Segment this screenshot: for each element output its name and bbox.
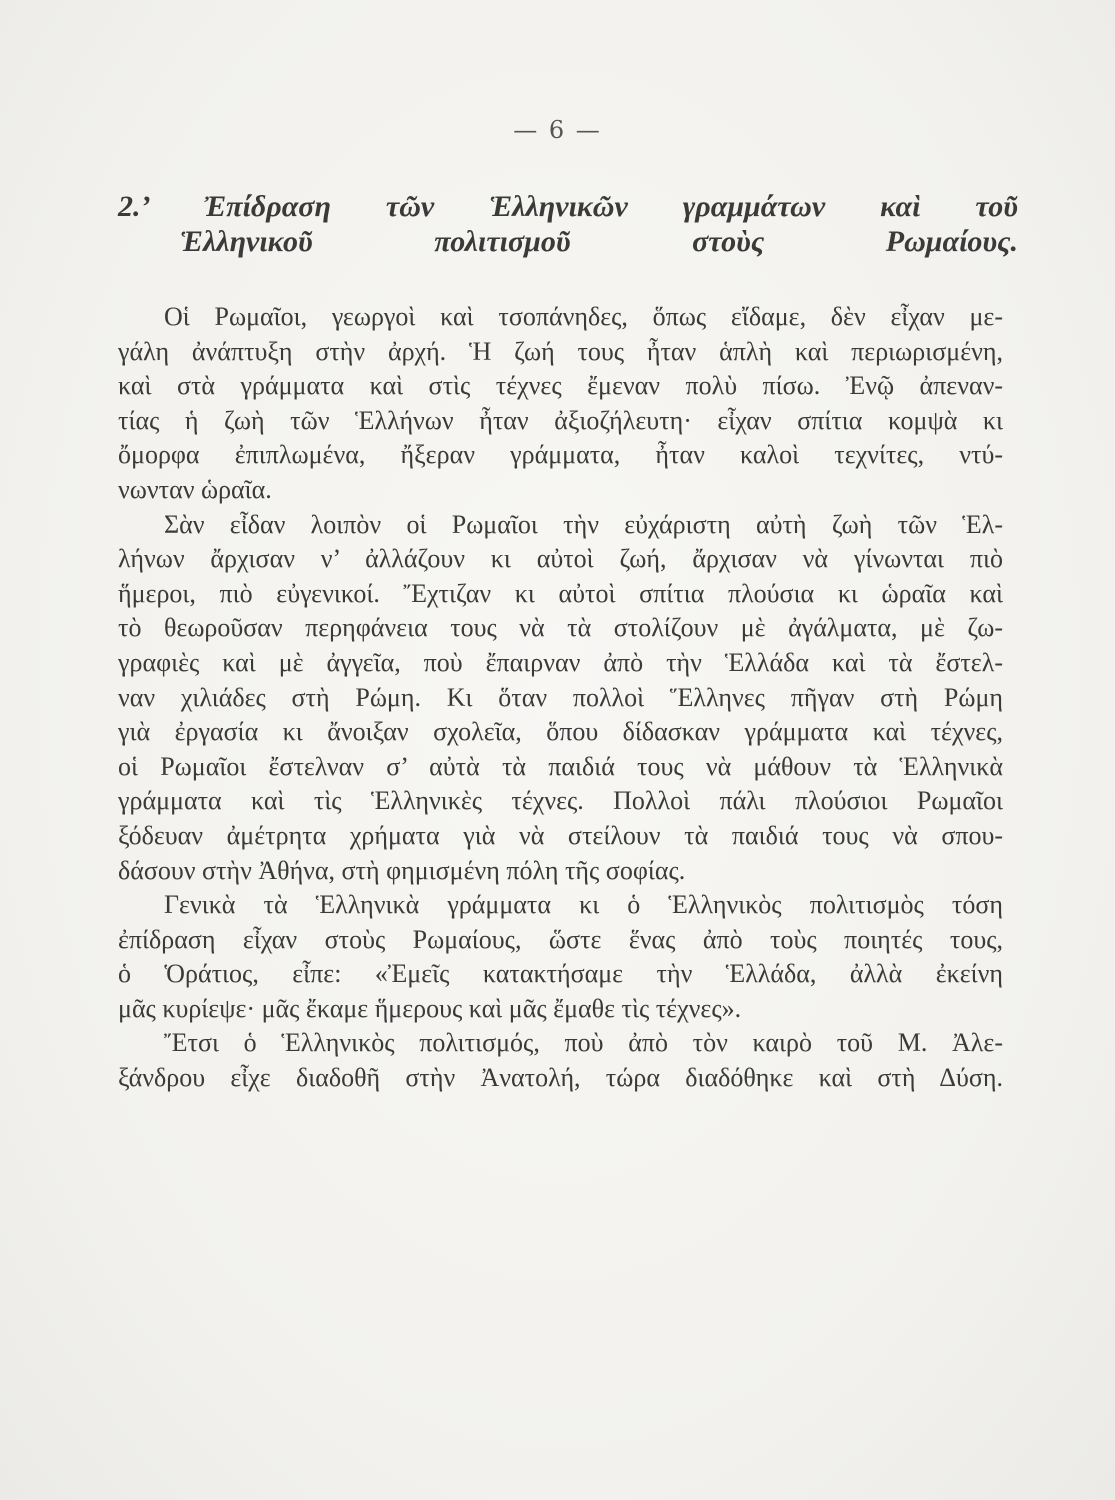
text-line: τίας ἡ ζωὴ τῶν Ἑλλήνων ἦταν ἀξιοζήλευτη· εἶχαν σπίτια κομψὰ κι <box>118 405 1003 435</box>
text-line: Ἔτσι ὁ Ἑλληνικὸς πολιτισμός, ποὺ ἀπὸ τὸν καιρὸ τοῦ Μ. Ἀλε- <box>164 1028 1003 1058</box>
section-heading <box>118 182 1018 258</box>
text-line: γράμματα καὶ τὶς Ἑλληνικὲς τέχνες. Πολλοὶ πάλι πλούσιοι Ρωμαῖοι <box>118 786 1003 816</box>
text-line: γιὰ ἐργασία κι ἄνοιξαν σχολεῖα, ὅπου δίδασκαν γράμματα καὶ τέχνες, <box>118 717 1003 747</box>
text-line: Σὰν εἶδαν λοιπὸν οἱ Ρωμαῖοι τὴν εὐχάριστη αὐτὴ ζωὴ τῶν Ἑλ- <box>164 509 1003 539</box>
text-line: Οἱ Ρωμαῖοι, γεωργοὶ καὶ τσοπάνηδες, ὅπως εἴδαμε, δὲν εἶχαν με- <box>164 302 1003 331</box>
text-line: λήνων ἄρχισαν ν’ ἀλλάζουν κι αὐτοὶ ζωή, ἄρχισαν νὰ γίνωνται πιὸ <box>118 544 1003 574</box>
text-line: τὸ θεωροῦσαν περηφάνεια τους νὰ τὰ στολίζουν μὲ ἀγάλματα, μὲ ζω- <box>118 613 1003 643</box>
paragraph-1 <box>118 300 1003 508</box>
text-line: οἱ Ρωμαῖοι ἔστελναν σ’ αὐτὰ τὰ παιδιά τους νὰ μάθουν τὰ Ἑλληνικὰ <box>118 751 1003 781</box>
paragraph-4 <box>118 1026 1003 1095</box>
text-line: νωνταν ὡραῖα. <box>118 474 272 504</box>
heading-line-2: Ἑλληνικοῦ πολιτισμοῦ στοὺς Ρωμαίους. <box>180 224 1018 258</box>
text-line: ξόδευαν ἀμέτρητα χρήματα γιὰ νὰ στείλουν τὰ παιδιά τους νὰ σπου- <box>118 820 1003 850</box>
text-line: καὶ στὰ γράμματα καὶ στὶς τέχνες ἔμεναν πολὺ πίσω. Ἐνῷ ἀπεναν- <box>118 371 1003 401</box>
paragraph-2 <box>118 508 1003 889</box>
page-number: — 6 — <box>513 116 602 144</box>
text-line: μᾶς κυρίεψε· μᾶς ἔκαμε ἥμερους καὶ μᾶς ἔμαθε τὶς τέχνες». <box>118 993 742 1023</box>
paragraph-3 <box>118 888 1003 1026</box>
body-text <box>118 300 1003 1096</box>
heading-line-1: 2.’ Ἐπίδραση τῶν Ἑλληνικῶν γραμμάτων καὶ τοῦ <box>118 190 1018 223</box>
text-line: δάσουν στὴν Ἀθήνα, στὴ φημισμένη πόλη τῆς σοφίας. <box>118 855 686 885</box>
text-line: ἥμεροι, πιὸ εὐγενικοί. Ἔχτιζαν κι αὐτοὶ σπίτια πλούσια κι ὡραῖα καὶ <box>118 578 1003 608</box>
text-line: Γενικὰ τὰ Ἑλληνικὰ γράμματα κι ὁ Ἑλληνικὸς πολιτισμὸς τόση <box>164 890 1003 920</box>
text-line: γραφιὲς καὶ μὲ ἀγγεῖα, ποὺ ἔπαιρναν ἀπὸ τὴν Ἑλλάδα καὶ τὰ ἔστελ- <box>118 647 1003 677</box>
text-line: ἐπίδραση εἶχαν στοὺς Ρωμαίους, ὥστε ἕνας ἀπὸ τοὺς ποιητές τους, <box>118 924 1003 954</box>
text-line: ὁ Ὁράτιος, εἶπε: «Ἐμεῖς κατακτήσαμε τὴν Ἑλλάδα, ἀλλὰ ἐκείνη <box>118 959 1003 989</box>
text-line: ναν χιλιάδες στὴ Ρώμη. Κι ὅταν πολλοὶ Ἕλληνες πῆγαν στὴ Ρώμη <box>118 682 1003 712</box>
text-line: ξάνδρου εἶχε διαδοθῆ στὴν Ἀνατολή, τώρα διαδόθηκε καὶ στὴ Δύση. <box>118 1063 1003 1093</box>
text-line: ὄμορφα ἐπιπλωμένα, ἤξεραν γράμματα, ἦταν καλοὶ τεχνίτες, ντύ- <box>118 440 1003 470</box>
text-line: γάλη ἀνάπτυξη στὴν ἀρχή. Ἡ ζωή τους ἦταν ἁπλὴ καὶ περιωρισμένη, <box>118 336 1003 366</box>
